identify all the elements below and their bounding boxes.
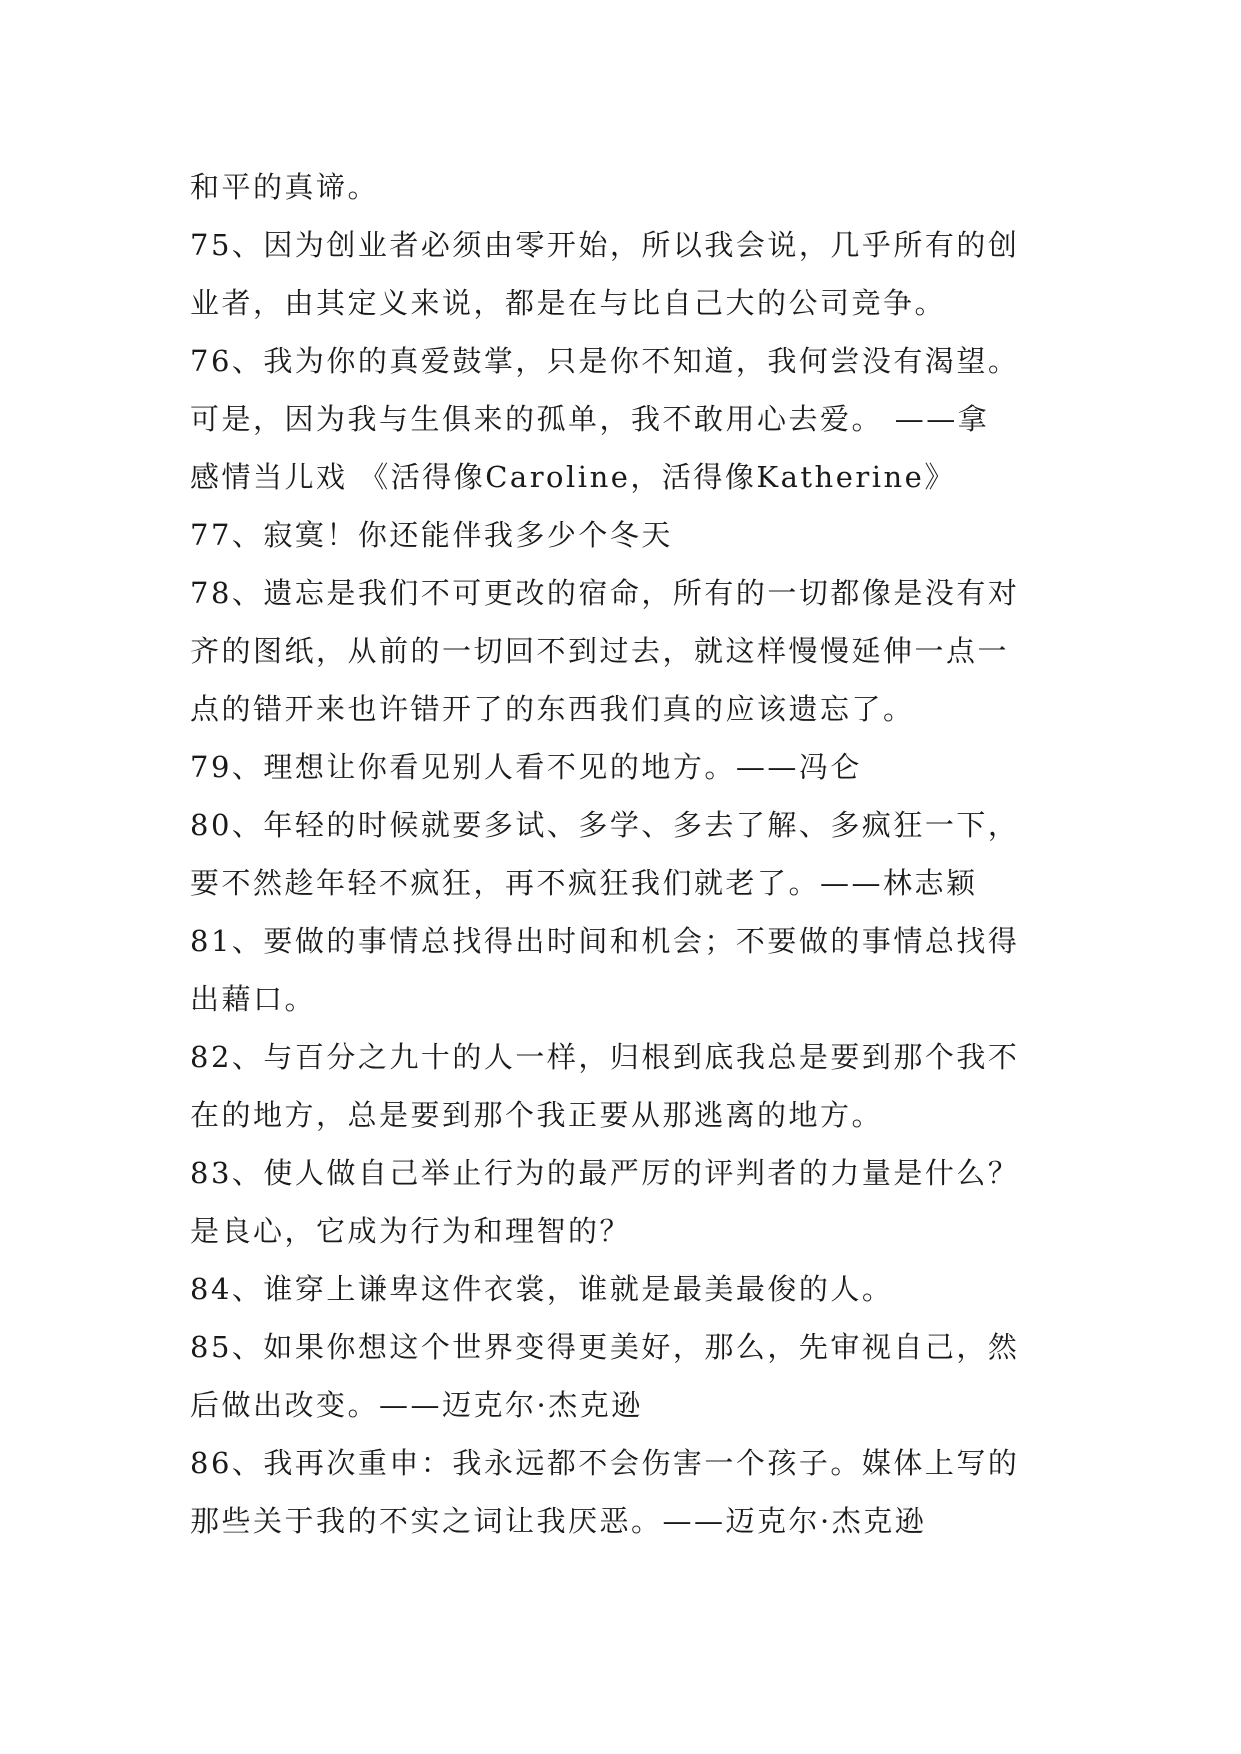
text-line: 85、如果你想这个世界变得更美好，那么，先审视自己，然 xyxy=(190,1330,1020,1364)
text-line: 76、我为你的真爱鼓掌，只是你不知道，我何尝没有渴望。 xyxy=(190,344,1020,378)
text-line: 后做出改变。——迈克尔·杰克逊 xyxy=(190,1388,643,1422)
text-line: 点的错开来也许错开了的东西我们真的应该遗忘了。 xyxy=(190,692,915,726)
text-line: 在的地方，总是要到那个我正要从那逃离的地方。 xyxy=(190,1098,884,1132)
text-line: 78、遗忘是我们不可更改的宿命，所有的一切都像是没有对 xyxy=(190,576,1020,610)
text-line: 77、寂寞！你还能伴我多少个冬天 xyxy=(190,518,673,552)
text-line: 可是，因为我与生俱来的孤单，我不敢用心去爱。 ——拿 xyxy=(190,402,990,436)
text-line: 感情当儿戏 《活得像Caroline，活得像Katherine》 xyxy=(190,460,956,494)
text-line: 业者，由其定义来说，都是在与比自己大的公司竞争。 xyxy=(190,286,947,320)
text-line: 83、使人做自己举止行为的最严厉的评判者的力量是什么？ xyxy=(190,1156,1020,1190)
text-line: 80、年轻的时候就要多试、多学、多去了解、多疯狂一下， xyxy=(190,808,1020,842)
text-line: 79、理想让你看见别人看不见的地方。——冯仑 xyxy=(190,750,862,784)
text-line: 齐的图纸，从前的一切回不到过去，就这样慢慢延伸一点一 xyxy=(190,634,1010,668)
text-line: 是良心，它成为行为和理智的？ xyxy=(190,1214,632,1248)
text-line: 和平的真谛。 xyxy=(190,170,380,204)
text-line: 出藉口。 xyxy=(190,982,317,1016)
text-line: 那些关于我的不实之词让我厌恶。——迈克尔·杰克逊 xyxy=(190,1504,927,1538)
text-line: 84、谁穿上谦卑这件衣裳，谁就是最美最俊的人。 xyxy=(190,1272,894,1306)
text-line: 81、要做的事情总找得出时间和机会；不要做的事情总找得 xyxy=(190,924,1020,958)
text-line: 82、与百分之九十的人一样，归根到底我总是要到那个我不 xyxy=(190,1040,1020,1074)
text-line: 86、我再次重申：我永远都不会伤害一个孩子。媒体上写的 xyxy=(190,1446,1020,1480)
text-line: 75、因为创业者必须由零开始，所以我会说，几乎所有的创 xyxy=(190,228,1020,262)
document-body xyxy=(190,158,1080,1550)
text-line: 要不然趁年轻不疯狂，再不疯狂我们就老了。——林志颖 xyxy=(190,866,978,900)
